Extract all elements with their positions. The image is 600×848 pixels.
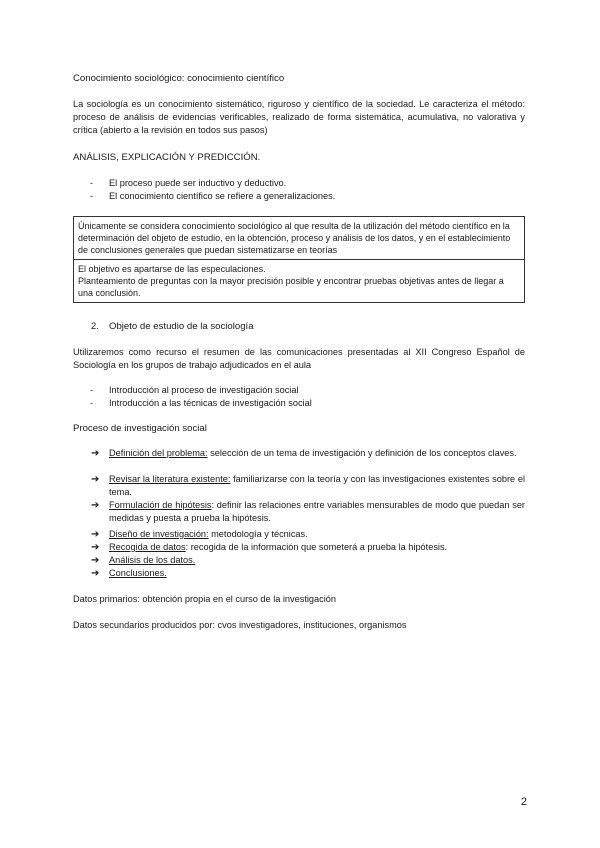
page-number: 2 <box>520 796 527 808</box>
step-term: Definición del problema: <box>109 448 208 458</box>
process-step <box>109 554 525 567</box>
step-term: Formulación de hipótesis <box>109 500 212 510</box>
list-item: Introducción al proceso de investigación social <box>109 385 299 395</box>
step-desc: selección de un tema de investigación y definición de los conceptos claves. <box>207 448 517 458</box>
box-question-line: Planteamiento de preguntas con la mayor precisión posible y encontrar pruebas objetivas antes de llegar a una conclusión. <box>78 276 504 298</box>
step-term: Revisar la literatura existente: <box>109 474 231 484</box>
box-cell-objective <box>74 259 524 302</box>
analysis-heading: ANÁLISIS, EXPLICACIÓN Y PREDICCIÓN. <box>73 152 261 163</box>
step-desc: metodología y técnicas. <box>208 529 308 539</box>
step-desc: familiarizarse con la teoría y con las investigaciones existentes sobre el tema. <box>109 474 525 497</box>
arrow-icon: ➔ <box>91 542 100 553</box>
step-term: Recogida de datos <box>109 542 186 552</box>
step-desc: : recogida de la información que someterá a prueba la hipótesis. <box>185 542 448 552</box>
process-step <box>109 499 525 525</box>
dash-bullet: - <box>90 178 94 188</box>
step-term: Conclusiones. <box>109 568 167 578</box>
process-step <box>109 528 525 541</box>
list-item: El conocimiento científico se refiere a generalizaciones. <box>109 191 336 201</box>
primary-data-line: Datos primarios: obtención propia en el curso de la investigación <box>73 594 337 604</box>
arrow-icon: ➔ <box>91 529 100 540</box>
arrow-icon: ➔ <box>91 474 100 485</box>
definition-box <box>73 216 525 303</box>
secondary-data-line: Datos secundarios producidos por: cvos investigadores, instituciones, organismos <box>73 620 407 630</box>
section-heading: Conocimiento sociológico: conocimiento científico <box>73 73 285 84</box>
step-desc: : definir las relaciones entre variables mensurables de modo que puedan ser medidas y puesta a prueba la hipótesis. <box>109 500 525 523</box>
arrow-icon: ➔ <box>91 568 100 579</box>
arrow-icon: ➔ <box>91 500 100 511</box>
dash-bullet: - <box>90 191 94 201</box>
resource-paragraph: Utilizaremos como recurso el resumen de las comunicaciones presentadas al XII Congreso Español de Sociología en los grupos de trabajo adjudicados en el aula <box>73 347 525 370</box>
intro-paragraph: La sociología es un conocimiento sistemático, riguroso y científico de la sociedad. Le caracteriza el método: proceso de análisis de evidencias verificables, realizado de forma sistemática, acumulativa, no valorativa y crítica (abierto a la revisión en todos sus pasos) <box>73 99 525 135</box>
process-step <box>109 541 525 554</box>
section-number: 2. <box>91 321 99 331</box>
list-item: Introducción a las técnicas de investigación social <box>109 398 312 408</box>
box-cell-definition: Únicamente se considera conocimiento sociológico al que resulta de la utilización del método científico en la determinación del objeto de estudio, en la obtención, proceso y análisis de los datos, y en el establecimiento de conclusiones generales que puedan sistematizarse en teorías <box>78 221 511 255</box>
dash-bullet: - <box>90 385 94 395</box>
process-step <box>109 567 525 580</box>
process-step <box>109 473 525 499</box>
box-objective-line: El objetivo es apartarse de las especulaciones. <box>78 264 266 274</box>
list-item: El proceso puede ser inductivo y deductivo. <box>109 178 287 188</box>
section-title: Objeto de estudio de la sociología <box>109 321 254 332</box>
process-heading: Proceso de investigación social <box>73 423 207 434</box>
dash-bullet: - <box>90 398 94 408</box>
step-term: Diseño de investigación: <box>109 529 209 539</box>
arrow-icon: ➔ <box>91 448 100 459</box>
step-term: Análisis de los datos. <box>109 555 196 565</box>
arrow-icon: ➔ <box>91 555 100 566</box>
process-step <box>109 447 525 460</box>
